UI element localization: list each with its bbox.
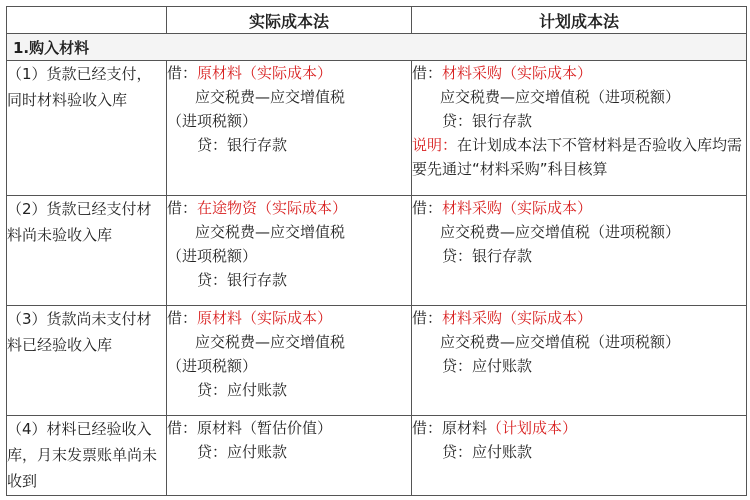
condition-cell: （2）货款已经支付材料尚未验收入库 (7, 196, 167, 306)
header-row (7, 7, 747, 34)
debit-account: （计划成本） (487, 419, 578, 437)
debit-account: 原材料（实际成本） (197, 64, 333, 82)
condition-cell: （3）货款尚未支付材料已经验收入库 (7, 306, 167, 416)
table-row (7, 61, 747, 196)
tax-line: 应交税费—应交增值税（进项税额） (440, 333, 681, 351)
debit-line: 借：原材料（计划成本） (412, 419, 578, 437)
tax-subline: （进项税额） (167, 357, 258, 375)
debit-account: 原材料（实际成本） (197, 309, 333, 327)
debit-line: 借：原材料（实际成本） (167, 309, 333, 327)
tax-subline: （进项税额） (167, 112, 258, 130)
planned-entry-cell (412, 416, 747, 496)
table-row (7, 306, 747, 416)
actual-entry-cell (167, 416, 412, 496)
actual-entry-cell (167, 306, 412, 416)
tax-line: 应交税费—应交增值税（进项税额） (440, 223, 681, 241)
tax-subline: （进项税额） (167, 247, 258, 265)
debit-account: 在途物资（实际成本） (197, 199, 348, 217)
debit-line: 借：材料采购（实际成本） (412, 64, 593, 82)
planned-entry-cell (412, 306, 747, 416)
planned-entry-cell (412, 196, 747, 306)
tax-line: 应交税费—应交增值税（进项税额） (440, 88, 681, 106)
note (412, 133, 746, 181)
debit-line: 借：在途物资（实际成本） (167, 199, 348, 217)
header-planned-cost: 计划成本法 (412, 7, 747, 34)
condition-cell: （1）货款已经支付，同时材料验收入库 (7, 61, 167, 196)
credit-line: 贷：应付账款 (197, 443, 288, 461)
tax-line: 应交税费—应交增值税 (195, 88, 346, 106)
debit-line: 借：材料采购（实际成本） (412, 309, 593, 327)
header-actual-cost: 实际成本法 (167, 7, 412, 34)
note-label: 说明： (412, 136, 458, 154)
note-text: 在计划成本法下不管材料是否验收入库均需要先通过“材料采购”科目核算 (412, 136, 743, 178)
actual-entry-cell (167, 196, 412, 306)
credit-line: 贷：银行存款 (197, 136, 288, 154)
credit-line: 贷：应付账款 (442, 443, 533, 461)
header-blank (7, 7, 167, 34)
actual-entry-cell (167, 61, 412, 196)
credit-line: 贷：应付账款 (442, 357, 533, 375)
tax-line: 应交税费—应交增值税 (195, 223, 346, 241)
credit-line: 贷：银行存款 (442, 112, 533, 130)
credit-line: 贷：应付账款 (197, 381, 288, 399)
debit-line: 借：材料采购（实际成本） (412, 199, 593, 217)
section-title: 1.购入材料 (7, 34, 747, 61)
section-row (7, 34, 747, 61)
table-row (7, 416, 747, 496)
debit-line: 借：原材料（实际成本） (167, 64, 333, 82)
debit-account: 材料采购（实际成本） (442, 199, 593, 217)
credit-line: 贷：银行存款 (197, 271, 288, 289)
table-row (7, 196, 747, 306)
accounting-comparison-table (6, 6, 747, 496)
credit-line: 贷：银行存款 (442, 247, 533, 265)
debit-line: 借：原材料（暂估价值） (167, 419, 333, 437)
debit-account: 材料采购（实际成本） (442, 309, 593, 327)
condition-cell: （4）材料已经验收入库，月末发票账单尚未收到 (7, 416, 167, 496)
debit-account: 材料采购（实际成本） (442, 64, 593, 82)
tax-line: 应交税费—应交增值税 (195, 333, 346, 351)
planned-entry-cell (412, 61, 747, 196)
